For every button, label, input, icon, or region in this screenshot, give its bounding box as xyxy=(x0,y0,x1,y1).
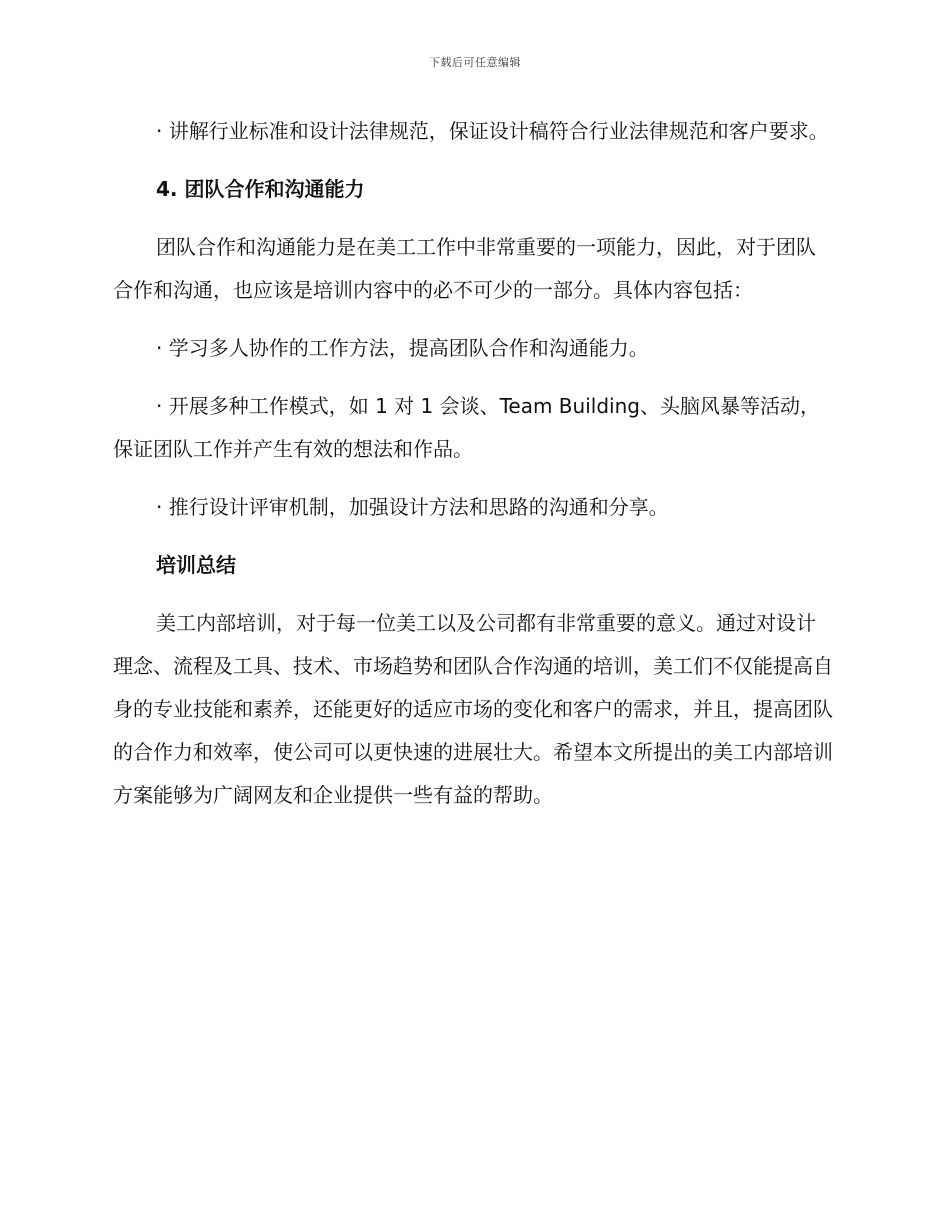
bullet-paragraph: · 学习多人协作的工作方法，提高团队合作和沟通能力。 xyxy=(156,336,649,360)
section-heading: 4. 团队合作和沟通能力 xyxy=(156,177,365,201)
body-paragraph: 团队合作和沟通能力是在美工工作中非常重要的一项能力，因此，对于团队合作和沟通，也应该是培训内容中的必不可少的一部分。具体内容包括： xyxy=(113,235,816,302)
bullet-paragraph: · 推行设计评审机制，加强设计方法和思路的沟通和分享。 xyxy=(156,495,669,519)
bullet-paragraph: · 讲解行业标准和设计法律规范，保证设计稿符合行业法律规范和客户要求。 xyxy=(156,119,829,143)
bullet-paragraph: · 开展多种工作模式，如 1 对 1 会谈、Team Building、头脑风暴等活动，保证团队工作并产生有效的想法和作品。 xyxy=(113,394,820,461)
section-heading: 培训总结 xyxy=(156,553,236,577)
page-header: 下载后可任意编辑 xyxy=(429,56,521,69)
document-body xyxy=(113,110,833,817)
body-paragraph: 美工内部培训，对于每一位美工以及公司都有非常重要的意义。通过对设计理念、流程及工具、技术、市场趋势和团队合作沟通的培训，美工们不仅能提高自身的专业技能和素养，还能更好的适应市场的变化和客户的需求，并且，提高团队的合作力和效率，使公司可以更快速的进展壮大。希望本文所提出的美工内部培训方案能够为广阔网友和企业提供一些有益的帮助。 xyxy=(113,611,833,807)
